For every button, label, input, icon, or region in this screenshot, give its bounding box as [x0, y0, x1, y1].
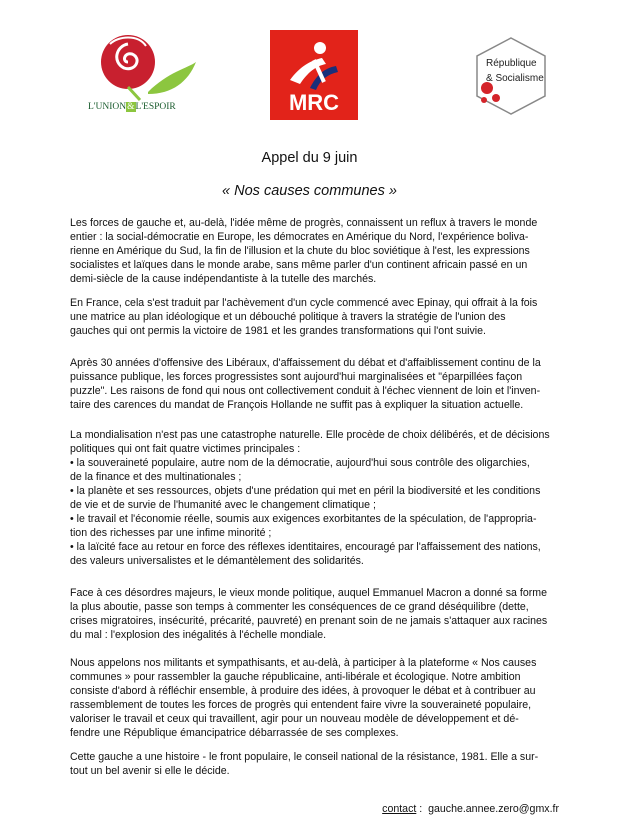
text-line: Face à ces désordres majeurs, le vieux monde politique, auquel Emmanuel Macron a donné sa forme — [70, 587, 547, 599]
text-line: socialistes et laïques dans le monde arabe, sans même parler d'un continent africain passé en un — [70, 259, 528, 271]
text-line: gauches qui ont permis la victoire de 1981 et les grandes transformations qui l'ont suivie. — [70, 325, 486, 337]
logo-text-amp: & — [127, 102, 135, 112]
mrc-logo — [270, 30, 358, 120]
paragraph-7 — [70, 750, 559, 778]
text-line: Cette gauche a une histoire - le front populaire, le conseil national de la résistance, 1981. Elle a sur- — [70, 751, 539, 763]
text-line: puissance publique, les forces progressistes sont aujourd'hui marginalisées et "éparpillées façon — [70, 371, 523, 383]
text-line: consiste d'abord à réfléchir ensemble, à produire des idées, à provoquer le débat et à contribuer au — [70, 685, 536, 697]
text-line: politiques qui ont fait quatre victimes principales : — [70, 443, 301, 455]
contact-email[interactable]: gauche.annee.zero@gmx.fr — [428, 803, 559, 815]
bullet-line: • le travail et l'économie réelle, soumis aux exigences exorbitantes de la spéculation, de l'appropria- — [70, 513, 537, 525]
text-line: tion des richesses par une infime minorité ; — [70, 527, 272, 539]
contact-separator: : — [416, 803, 429, 815]
paragraph-2 — [70, 296, 559, 338]
union-espoir-logo — [88, 32, 200, 118]
text-line: entier : la social-démocratie en Europe, les démocrates en Amérique du Nord, l'expérience boliva- — [70, 231, 529, 243]
text-line: En France, cela s'est traduit par l'achèvement d'un cycle commencé avec Epinay, qui offrait à la fois — [70, 297, 538, 309]
text-line: des valeurs universalistes et le démantèlement des solidarités. — [70, 555, 364, 567]
contact-line — [382, 803, 559, 815]
paragraph-3 — [70, 356, 559, 412]
text-line: communes » pour rassembler la gauche républicaine, anti-libérale et écologique. Notre ambition — [70, 671, 521, 683]
logo-text-republique: République — [486, 58, 537, 69]
text-line: de vie et de survie de l'humanité avec le changement climatique ; — [70, 499, 376, 511]
page-subtitle: « Nos causes communes » — [222, 183, 397, 199]
text-line: crises migratoires, insécurité, précarité, pauvreté) en prenant soin de ne jamais s'attaquer aux racines — [70, 615, 548, 627]
text-line: Les forces de gauche et, au-delà, l'idée même de progrès, connaissent un reflux à travers le monde — [70, 217, 538, 229]
text-line: rienne en Amérique du Sud, la fin de l'illusion et la chute du bloc soviétique à l'est, les expressions — [70, 245, 530, 257]
text-line: Nous appelons nos militants et sympathisants, et au-delà, à participer à la plateforme « Nos causes — [70, 657, 537, 669]
text-line: de la finance et des multinationales ; — [70, 471, 242, 483]
logo-text-espoir: L'ESPOIR — [135, 102, 176, 112]
logo-text-union: L'UNION — [88, 102, 127, 112]
bullet-line: • la laïcité face au retour en force des réflexes identitaires, encouragé par l'affaissement des nations, — [70, 541, 541, 553]
mrc-logo-text: MRC — [288, 90, 340, 115]
text-line: du mal : l'explosion des inégalités à l'échelle mondiale. — [70, 629, 327, 641]
paragraph-6 — [70, 656, 559, 740]
contact-label: contact — [382, 803, 417, 815]
bullet-line: • la planète et ses ressources, objets d'une prédation qui met en péril la biodiversité et les conditions — [70, 485, 541, 497]
paragraph-5 — [70, 586, 559, 642]
text-line: Après 30 années d'offensive des Libéraux, d'affaissement du débat et d'affaiblissement continu de la — [70, 357, 541, 369]
text-line: tout un bel avenir si elle le décide. — [70, 765, 230, 777]
text-line: La mondialisation n'est pas une catastrophe naturelle. Elle procède de choix délibérés, et de décisions — [70, 429, 550, 441]
text-line: rassemblement de toutes les forces de progrès qui entendent faire vivre la souveraineté populaire, — [70, 699, 532, 711]
text-line: fendre une République émancipatrice débarrassée de ses complexes. — [70, 727, 399, 739]
paragraph-4 — [70, 428, 559, 568]
republique-socialisme-logo — [474, 36, 548, 116]
paragraph-1 — [70, 216, 559, 286]
text-line: puzzle". Les raisons de fond qui nous ont collectivement conduit à l'échec viennent de loin et l'inven- — [70, 385, 541, 397]
text-line: une matrice au plan idéologique et un débouché politique à travers la stratégie de l'union des — [70, 311, 506, 323]
logo-text-socialisme: & Socialisme — [486, 73, 544, 84]
text-line: la plus aboutie, passe son temps à commenter les conséquences de ce grand déséquilibre (dette, — [70, 601, 529, 613]
text-line: demi-siècle de la cause indépendantiste à la tutelle des marchés. — [70, 273, 377, 285]
text-line: valoriser le travail et ceux qui travaillent, agir pour un nouveau modèle de développement et dé- — [70, 713, 519, 725]
text-line: taire des carences du mandat de François Hollande ne suffit pas à expliquer la situation actuelle. — [70, 399, 524, 411]
page-title: Appel du 9 juin — [261, 150, 358, 166]
bullet-line: • la souveraineté populaire, autre nom de la démocratie, aujourd'hui sous contrôle des oligarchies, — [70, 457, 530, 469]
